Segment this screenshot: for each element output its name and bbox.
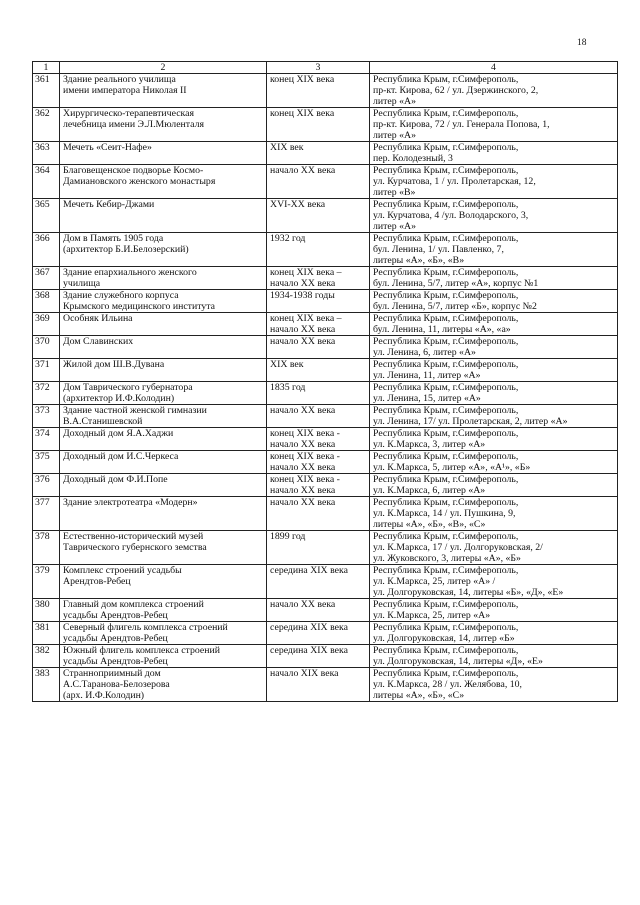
monument-name: Доходный дом И.С.Черкеса [63,451,179,462]
row-number: 367 [35,267,50,278]
row-number-cell [33,233,60,267]
header-row [33,62,618,74]
monument-address-cell [370,668,618,702]
monument-address: Республика Крым, г.Симферополь, ул. К.Маркса, 14 / ул. Пушкина, 9, литеры «А», «Б», «В», «С» [373,497,519,530]
monument-address-cell [370,474,618,497]
monument-name: Хирургическо-терапевтическая лечебница имени Э.Л.Мюленталя [63,108,205,130]
monument-date-cell [267,74,370,108]
monument-date-cell [267,599,370,622]
monument-name: Здание электротеатра «Модерн» [63,497,198,508]
monument-name-cell [60,382,267,405]
monument-name: Мечеть «Сеит-Нафе» [63,142,152,153]
column-header-name: 2 [60,62,267,74]
table-row [33,531,618,565]
monument-name-cell [60,645,267,668]
monument-name: Комплекс строений усадьбы Арендтов-Ребец [63,565,182,587]
row-number-cell [33,142,60,165]
table-row [33,451,618,474]
row-number: 371 [35,359,50,370]
monument-address-cell [370,233,618,267]
row-number-cell [33,531,60,565]
row-number-cell [33,474,60,497]
table-row [33,108,618,142]
table-row [33,199,618,233]
row-number: 379 [35,565,50,576]
row-number: 362 [35,108,50,119]
row-number: 378 [35,531,50,542]
row-number: 366 [35,233,50,244]
monument-date-cell [267,497,370,531]
monument-name-cell [60,267,267,290]
monument-name: Доходный дом Ф.И.Попе [63,474,168,485]
monument-date: конец XIX века [270,74,335,85]
table-row [33,405,618,428]
monument-date-cell [267,645,370,668]
table-row [33,142,618,165]
table-row [33,267,618,290]
row-number-cell [33,108,60,142]
monument-date: середина XIX века [270,565,348,576]
monument-date: конец XIX века – начало XX века [270,313,342,335]
monument-name: Северный флигель комплекса строений усадьбы Арендтов-Ребец [63,622,228,644]
monument-address: Республика Крым, г.Симферополь, ул. К.Маркса, 25, литер «А» / ул. Долгоруковская, 14, литеры «Б», «Д», «Е» [373,565,564,598]
monument-date-cell [267,474,370,497]
row-number-cell [33,599,60,622]
monument-address-cell [370,336,618,359]
row-number-cell [33,565,60,599]
monument-name: Дом Таврического губернатора (архитектор И.Ф.Колодин) [63,382,193,404]
monument-name-cell [60,165,267,199]
monument-address-cell [370,199,618,233]
monument-date-cell [267,359,370,382]
monument-name-cell [60,108,267,142]
monument-name: Особняк Ильина [63,313,133,324]
row-number: 365 [35,199,50,210]
row-number-cell [33,645,60,668]
monument-address: Республика Крым, г.Симферополь, ул. Ленина, 17/ ул. Пролетарская, 2, литер «А» [373,405,568,427]
monument-address: Республика Крым, г.Симферополь, ул. Долгоруковская, 14, литер «Б» [373,622,519,644]
monument-name-cell [60,405,267,428]
monument-date: начало XX века [270,599,336,610]
monument-address: Республика Крым, г.Симферополь, ул. Ленина, 11, литер «А» [373,359,519,381]
row-number: 373 [35,405,50,416]
monument-address: Республика Крым, г.Симферополь, бул. Ленина, 5/7, литер «Б», корпус №2 [373,290,537,312]
row-number-cell [33,290,60,313]
monument-address-cell [370,565,618,599]
monument-name: Мечеть Кебир-Джами [63,199,155,210]
monument-date: 1934-1938 годы [270,290,335,301]
monument-date-cell [267,290,370,313]
monument-date-cell [267,233,370,267]
monument-name: Странноприимный дом А.С.Таранова-Белозерова (арх. И.Ф.Колодин) [63,668,170,701]
monument-name-cell [60,428,267,451]
monument-name-cell [60,474,267,497]
monument-name-cell [60,497,267,531]
row-number-cell [33,382,60,405]
monument-address-cell [370,599,618,622]
monument-name: Дом Славинских [63,336,134,347]
monument-name-cell [60,531,267,565]
monument-date-cell [267,142,370,165]
monument-address-cell [370,531,618,565]
monument-address-cell [370,497,618,531]
monument-date-cell [267,336,370,359]
table-row [33,233,618,267]
monument-address-cell [370,142,618,165]
monument-address-cell [370,382,618,405]
monument-name: Здание епархиального женского училища [63,267,197,289]
monument-name-cell [60,290,267,313]
monument-date: начало XX века [270,405,336,416]
monument-date-cell [267,382,370,405]
row-number: 380 [35,599,50,610]
table-row [33,313,618,336]
monument-date: XVI-XX века [270,199,326,210]
monument-address: Республика Крым, г.Симферополь, ул. К.Маркса, 17 / ул. Долгоруковская, 2/ ул. Жуковского, 3, литеры «А», «Б» [373,531,543,564]
column-header-number: 1 [33,62,60,74]
table-row [33,336,618,359]
monument-date-cell [267,622,370,645]
monument-address: Республика Крым, г.Симферополь, пер. Колодезный, 3 [373,142,519,164]
monument-date-cell [267,267,370,290]
monument-address-cell [370,451,618,474]
monument-name: Здание реального училища имени императора Николая II [63,74,187,96]
table-row [33,428,618,451]
monument-name-cell [60,668,267,702]
row-number-cell [33,451,60,474]
row-number-cell [33,199,60,233]
monument-date-cell [267,165,370,199]
monument-address: Республика Крым, г.Симферополь, ул. Курчатова, 4 /ул. Володарского, 3, литер «А» [373,199,529,232]
monument-address-cell [370,645,618,668]
monument-address-cell [370,359,618,382]
row-number: 383 [35,668,50,679]
monument-name-cell [60,199,267,233]
table-row [33,290,618,313]
monument-date: XIX век [270,142,304,153]
row-number: 382 [35,645,50,656]
row-number-cell [33,313,60,336]
monument-name: Главный дом комплекса строений усадьбы Арендтов-Ребец [63,599,204,621]
row-number-cell [33,622,60,645]
monument-address: Республика Крым, г.Симферополь, бул. Ленина, 1/ ул. Павленко, 7, литеры «А», «Б», «В» [373,233,519,266]
column-header-address: 4 [370,62,618,74]
monument-name: Естественно-исторический музей Таврического губернского земства [63,531,207,553]
monument-date: начало XX века [270,165,336,176]
monument-name-cell [60,74,267,108]
row-number: 364 [35,165,50,176]
monument-address: Республика Крым, г.Симферополь, ул. К.Маркса, 6, литер «А» [373,474,519,496]
row-number: 370 [35,336,50,347]
monument-date-cell [267,428,370,451]
monument-name-cell [60,233,267,267]
monument-address: Республика Крым, г.Симферополь, ул. Ленина, 6, литер «А» [373,336,519,358]
row-number: 372 [35,382,50,393]
monument-date: конец XIX века [270,108,335,119]
column-header-date: 3 [267,62,370,74]
monument-date: конец XIX века - начало XX века [270,474,340,496]
row-number-cell [33,267,60,290]
table-row [33,474,618,497]
monument-date-cell [267,199,370,233]
monument-address: Республика Крым, г.Симферополь, ул. Долгоруковская, 14, литеры «Д», «Е» [373,645,543,667]
monument-name-cell [60,336,267,359]
monument-date-cell [267,565,370,599]
monument-date: 1932 год [270,233,306,244]
monument-address: Республика Крым, г.Симферополь, бул. Ленина, 11, литеры «А», «а» [373,313,519,335]
monument-address-cell [370,108,618,142]
table-row [33,599,618,622]
monument-date: начало XX века [270,336,336,347]
table-row [33,565,618,599]
row-number-cell [33,668,60,702]
monument-date: 1899 год [270,531,306,542]
monument-address: Республика Крым, г.Симферополь, бул. Ленина, 5/7, литер «А», корпус №1 [373,267,539,289]
row-number: 363 [35,142,50,153]
row-number: 374 [35,428,50,439]
table-row [33,165,618,199]
row-number: 368 [35,290,50,301]
row-number: 369 [35,313,50,324]
monument-address-cell [370,74,618,108]
row-number: 375 [35,451,50,462]
monument-date-cell [267,108,370,142]
monument-date-cell [267,531,370,565]
row-number-cell [33,74,60,108]
monument-address: Республика Крым, г.Симферополь, ул. К.Маркса, 5, литер «А», «А¹», «Б» [373,451,531,473]
monument-name-cell [60,622,267,645]
monument-address-cell [370,313,618,336]
monument-date: начало XIX века [270,668,339,679]
row-number-cell [33,405,60,428]
page-number: 18 [577,38,587,48]
row-number: 361 [35,74,50,85]
row-number-cell [33,359,60,382]
table-row [33,382,618,405]
monument-name: Здание частной женской гимназии В.А.Станишевской [63,405,207,427]
monument-address: Республика Крым, г.Симферополь, пр-кт. Кирова, 72 / ул. Генерала Попова, 1, литер «А» [373,108,550,141]
monument-name: Доходный дом Я.А.Хаджи [63,428,174,439]
table-row [33,645,618,668]
row-number-cell [33,165,60,199]
monument-address-cell [370,405,618,428]
monument-address: Республика Крым, г.Симферополь, пр-кт. Кирова, 62 / ул. Дзержинского, 2, литер «А» [373,74,539,107]
monument-name: Дом в Память 1905 года (архитектор Б.И.Белозерский) [63,233,189,255]
row-number-cell [33,336,60,359]
monument-date: конец XIX века – начало XX века [270,267,342,289]
monument-address-cell [370,622,618,645]
table-row [33,497,618,531]
monument-date: 1835 год [270,382,306,393]
monument-address: Республика Крым, г.Симферополь, ул. Ленина, 15, литер «А» [373,382,519,404]
monument-address: Республика Крым, г.Симферополь, ул. К.Маркса, 28 / ул. Желябова, 10, литеры «А», «Б», «С» [373,668,522,701]
table-row [33,622,618,645]
monument-name: Жилой дом Ш.В.Дувана [63,359,165,370]
monument-date-cell [267,451,370,474]
monument-date-cell [267,668,370,702]
monument-name-cell [60,599,267,622]
monument-name: Южный флигель комплекса строений усадьбы Арендтов-Ребец [63,645,220,667]
monument-date-cell [267,313,370,336]
row-number-cell [33,497,60,531]
monuments-table [32,61,618,702]
monument-address-cell [370,290,618,313]
monument-address: Республика Крым, г.Симферополь, ул. К.Маркса, 25, литер «А» [373,599,519,621]
monument-address: Республика Крым, г.Симферополь, ул. Курчатова, 1 / ул. Пролетарская, 12, литер «В» [373,165,536,198]
monument-date: середина XIX века [270,645,348,656]
monument-name-cell [60,451,267,474]
monument-date: середина XIX века [270,622,348,633]
monument-name-cell [60,565,267,599]
monument-address-cell [370,428,618,451]
row-number: 381 [35,622,50,633]
table-row [33,668,618,702]
row-number-cell [33,428,60,451]
monument-date: XIX век [270,359,304,370]
monument-name-cell [60,313,267,336]
monument-date-cell [267,405,370,428]
monument-address-cell [370,165,618,199]
monument-address-cell [370,267,618,290]
monument-date: конец XIX века - начало XX века [270,428,340,450]
monument-name-cell [60,142,267,165]
table-row [33,74,618,108]
monument-name-cell [60,359,267,382]
row-number: 376 [35,474,50,485]
row-number: 377 [35,497,50,508]
monument-date: конец XIX века - начало XX века [270,451,340,473]
monument-name: Благовещенское подворье Космо- Дамиановского женского монастыря [63,165,216,187]
monument-name: Здание служебного корпуса Крымского медицинского института [63,290,216,312]
monument-address: Республика Крым, г.Симферополь, ул. К.Маркса, 3, литер «А» [373,428,519,450]
monument-date: начало XX века [270,497,336,508]
table-row [33,359,618,382]
